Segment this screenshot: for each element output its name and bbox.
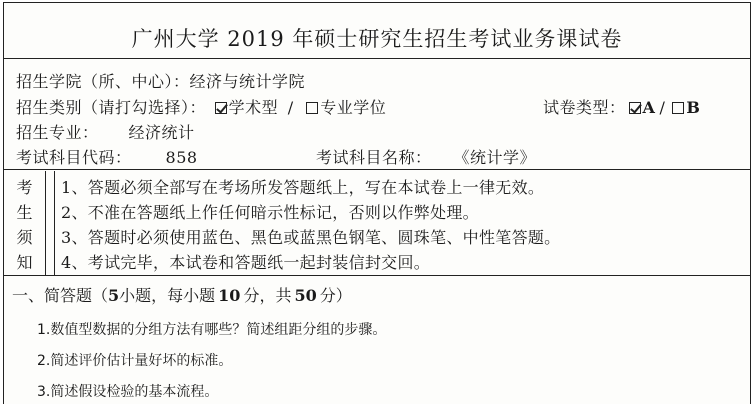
subject-row <box>16 145 741 168</box>
paper-type-separator: / <box>659 98 666 117</box>
exam-sheet <box>3 2 751 404</box>
college-row <box>16 69 305 92</box>
subject-name-group <box>316 145 536 168</box>
points-per-question: 10 <box>218 286 241 305</box>
section-text: 分，共 <box>243 286 292 305</box>
professional-label: 专业学位 <box>320 98 387 117</box>
type-a-checkbox[interactable] <box>629 102 641 114</box>
academic-label: 学术型 <box>228 98 279 117</box>
category-label: 招生类别（请打勾选择）： <box>16 98 207 117</box>
section-prefix: 一、简答题（ <box>12 286 109 305</box>
title-divider <box>4 58 750 59</box>
professional-checkbox[interactable] <box>306 102 318 114</box>
type-a-label: A <box>642 98 656 117</box>
paper-type-group <box>543 95 700 118</box>
notice-divider-1 <box>45 171 46 276</box>
section-text: 小题，每小题 <box>119 286 216 305</box>
type-b-checkbox[interactable] <box>672 102 684 114</box>
total-points: 50 <box>294 286 317 305</box>
college-label: 招生学院（所、中心）： <box>16 72 190 91</box>
notice-char: 考 <box>16 178 33 197</box>
subject-name-value: 《统计学》 <box>453 148 537 167</box>
notice-divider-2 <box>54 171 55 276</box>
notice-top-line <box>4 169 750 170</box>
subject-code-label: 考试科目代码： <box>16 148 132 167</box>
question-count: 5 <box>108 286 120 305</box>
notice-item: 3、答题时必须使用蓝色、黑色或蓝黑色钢笔、圆珠笔、中性笔答题。 <box>61 228 561 247</box>
notice-char: 生 <box>16 203 33 222</box>
question-item: 3.简述假设检验的基本流程。 <box>37 384 219 400</box>
subject-code-value: 858 <box>165 148 198 167</box>
notice-item: 1、答题必须全部写在考场所发答题纸上，写在本试卷上一律无效。 <box>61 178 545 197</box>
notice-item: 2、不准在答题纸上作任何暗示性标记，否则以作弊处理。 <box>61 203 479 222</box>
college-value: 经济与统计学院 <box>189 72 306 91</box>
category-separator: / <box>287 98 294 117</box>
question-item: 1.数值型数据的分组方法有哪些？简述组距分组的步骤。 <box>37 322 387 338</box>
question-item: 2.简述评价估计量好坏的标准。 <box>37 353 233 369</box>
paper-type-label: 试卷类型： <box>543 98 626 117</box>
notice-char: 知 <box>16 253 33 272</box>
notice-item: 4、考试完毕，本试卷和答题纸一起封装信封交回。 <box>61 253 431 272</box>
category-row <box>16 95 741 118</box>
notice-char: 须 <box>16 228 33 247</box>
major-value: 经济统计 <box>128 123 195 142</box>
section-suffix: 分） <box>319 286 352 305</box>
exam-title: 广州大学 2019 年硕士研究生招生考试业务课试卷 <box>131 27 623 51</box>
major-label: 招生专业： <box>16 123 99 142</box>
major-row <box>16 120 195 143</box>
academic-checkbox[interactable] <box>215 102 227 114</box>
subject-name-label: 考试科目名称： <box>316 148 432 167</box>
notice-bottom-line <box>4 275 750 276</box>
section-heading <box>12 283 352 306</box>
type-b-label: B <box>686 98 701 117</box>
